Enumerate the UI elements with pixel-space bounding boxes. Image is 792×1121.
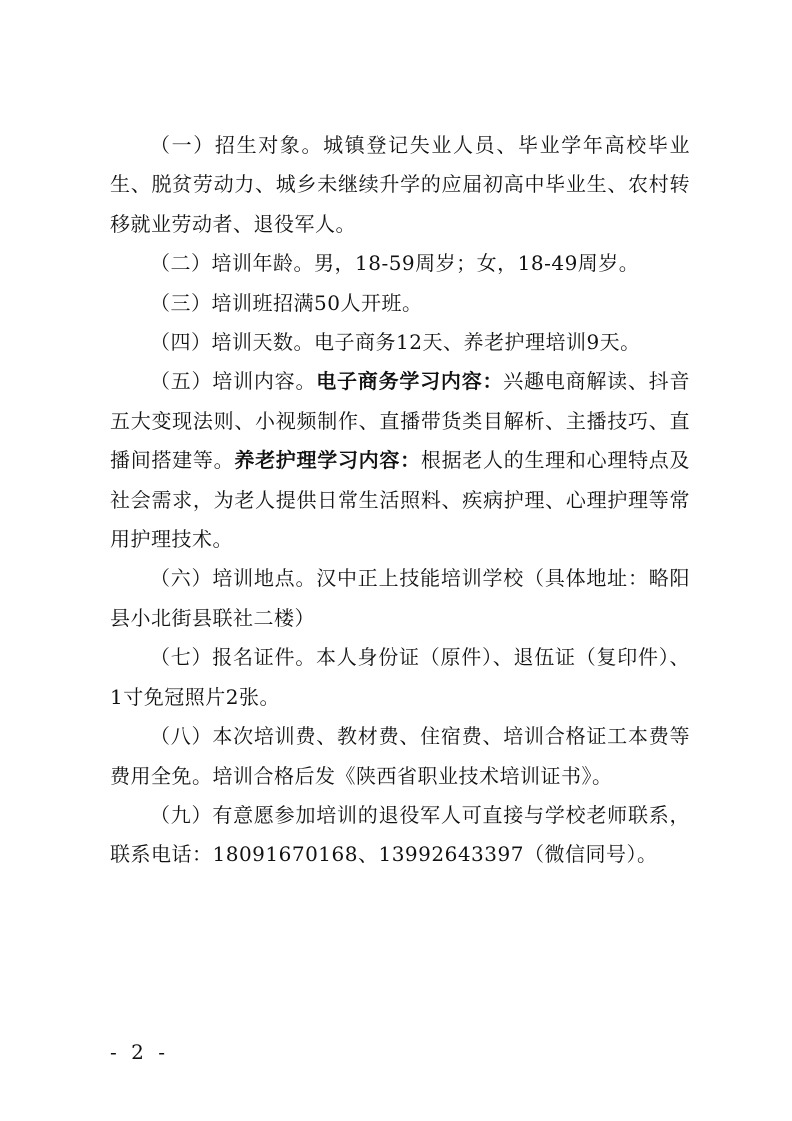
paragraph-contact (110, 796, 690, 875)
paragraph-fees (110, 717, 690, 796)
elderly-care-content-heading: 养老护理学习内容： (234, 448, 421, 473)
paragraph-text: （二）培训年龄。男，18-59周岁；女，18-49周岁。 (150, 251, 640, 276)
paragraph-text: （九）有意愿参加培训的退役军人可直接与学校老师联系，联系电话：18091670168、13992643397（微信同号）。 (110, 802, 690, 867)
paragraph-registration-documents (110, 638, 690, 717)
paragraph-text: （六）培训地点。汉中正上技能培训学校（具体地址：略阳县小北街县联社二楼） (110, 566, 690, 630)
paragraph-recruitment-target (110, 126, 690, 244)
paragraph-training-location (110, 559, 690, 638)
paragraph-training-days (110, 323, 690, 362)
paragraph-text: 根据老人的生理和心理特点及社会需求，为老人提供日常生活照料、疾病护理、心理护理等常用护理技术。 (110, 448, 691, 552)
paragraph-text: 兴趣电商解读、抖音五大变现法则、小视频制作、直播带货类目解析、主播技巧、直播间搭建等。 (110, 369, 691, 473)
paragraph-text: （七）报名证件。本人身份证（原件）、退伍证（复印件）、1寸免冠照片2张。 (110, 645, 690, 709)
page-number: - 2 - (110, 1040, 169, 1064)
paragraph-class-size (110, 284, 690, 323)
paragraph-text: （三）培训班招满50人开班。 (150, 290, 423, 315)
ecommerce-content-heading: 电子商务学习内容： (316, 369, 504, 394)
paragraph-training-age (110, 244, 690, 283)
paragraph-training-content (110, 362, 690, 559)
paragraph-text: （五）培训内容。 (150, 369, 317, 394)
paragraph-text: （四）培训天数。电子商务12天、养老护理培训9天。 (150, 330, 641, 355)
paragraph-text: （一）招生对象。城镇登记失业人员、毕业学年高校毕业生、脱贫劳动力、城乡未继续升学的应届初高中毕业生、农村转移就业劳动者、退役军人。 (110, 133, 690, 236)
paragraph-text: （八）本次培训费、教材费、住宿费、培训合格证工本费等费用全免。培训合格后发《陕西省职业技术培训证书》。 (110, 724, 690, 788)
body-text (110, 126, 690, 875)
